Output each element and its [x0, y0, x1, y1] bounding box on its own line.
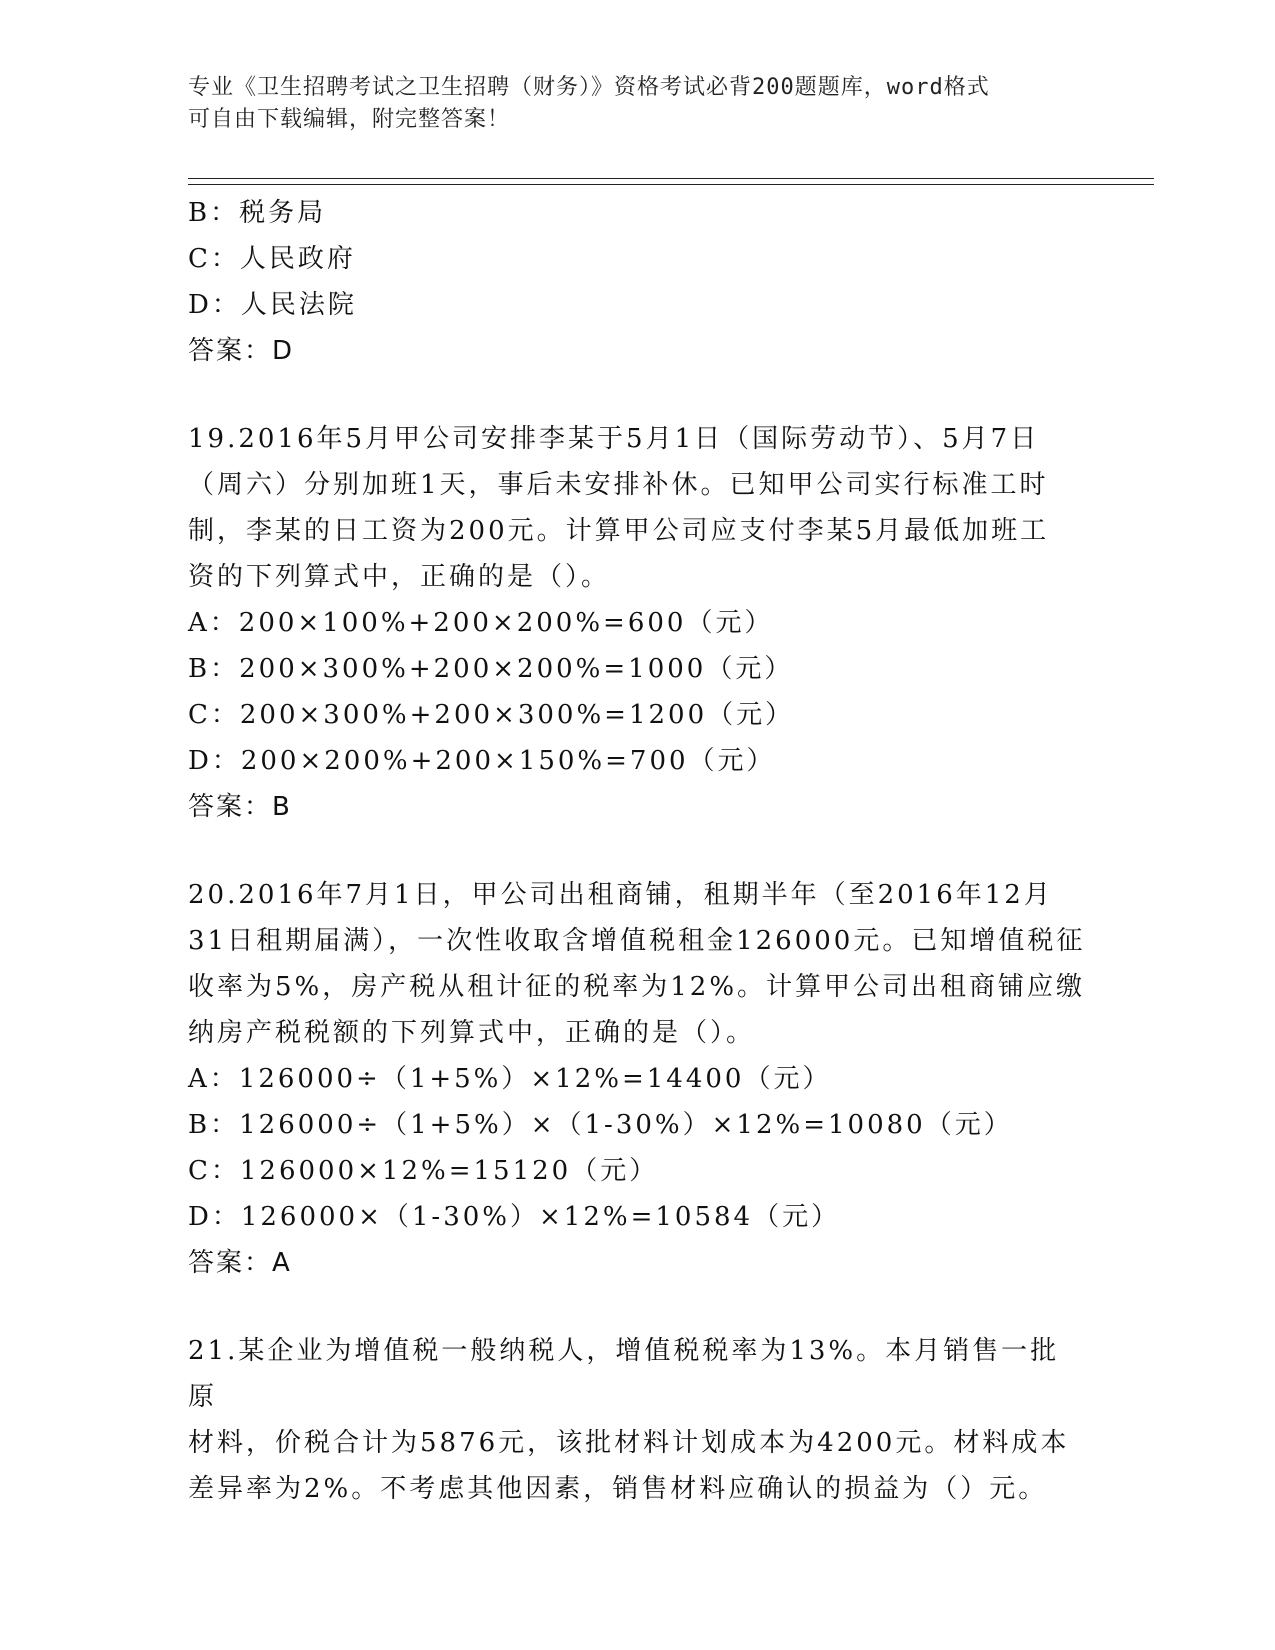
page-header [188, 72, 1068, 136]
option-a: A：126000÷（1+5%）×12%=14400（元） [188, 1064, 832, 1094]
option-b: B：200×300%+200×200%=1000（元） [188, 654, 794, 684]
question-text-line: 收率为5%，房产税从租计征的税率为12%。计算甲公司出租商铺应缴 [188, 972, 1086, 1002]
question-text-line: 31日租期届满），一次性收取含增值税租金126000元。已知增值税征 [188, 926, 1086, 956]
header-rule-bottom [188, 184, 1154, 185]
question-text-line: 19.2016年5月甲公司安排李某于5月1日（国际劳动节）、5月7日 [188, 424, 1040, 454]
option-c: C：人民政府 [188, 244, 356, 274]
answer: 答案：D [188, 336, 295, 366]
answer: 答案：B [188, 792, 292, 822]
option-b: B：税务局 [188, 198, 327, 228]
question-text-line: 21.某企业为增值税一般纳税人，增值税税率为13%。本月销售一批原 [188, 1336, 1060, 1412]
option-b: B：126000÷（1+5%）×（1-30%）×12%=10080（元） [188, 1110, 1013, 1140]
option-c: C：200×300%+200×300%=1200（元） [188, 700, 795, 730]
answer: 答案：A [188, 1248, 292, 1278]
question-text-line: 资的下列算式中，正确的是（）。 [188, 562, 611, 592]
question-text-line: 制，李某的日工资为200元。计算甲公司应支付李某5月最低加班工 [188, 516, 1050, 546]
question-text-line: 材料，价税合计为5876元，该批材料计划成本为4200元。材料成本 [188, 1428, 1070, 1458]
question-text-line: （周六）分别加班1天，事后未安排补休。已知甲公司实行标准工时 [188, 470, 1049, 500]
question-21 [188, 1328, 1088, 1512]
header-rule-top [188, 178, 1154, 179]
question-18 [188, 190, 1088, 374]
header-line-2: 可自由下载编辑，附完整答案！ [188, 107, 511, 132]
question-text-line: 差异率为2%。不考虑其他因素，销售材料应确认的损益为（）元。 [188, 1474, 1048, 1504]
question-text-line: 20.2016年7月1日，甲公司出租商铺，租期半年（至2016年12月 [188, 880, 1053, 910]
option-d: D：126000×（1-30%）×12%=10584（元） [188, 1202, 841, 1232]
header-line-1: 专业《卫生招聘考试之卫生招聘（财务）》资格考试必背200题题库，word格式 [188, 75, 990, 100]
page-content [188, 190, 1088, 1512]
question-19 [188, 416, 1088, 830]
option-d: D：200×200%+200×150%=700（元） [188, 746, 776, 776]
question-text-line: 纳房产税税额的下列算式中，正确的是（）。 [188, 1018, 756, 1048]
option-a: A：200×100%+200×200%=600（元） [188, 608, 774, 638]
option-c: C：126000×12%=15120（元） [188, 1156, 659, 1186]
question-20 [188, 872, 1088, 1286]
option-d: D：人民法院 [188, 290, 357, 320]
